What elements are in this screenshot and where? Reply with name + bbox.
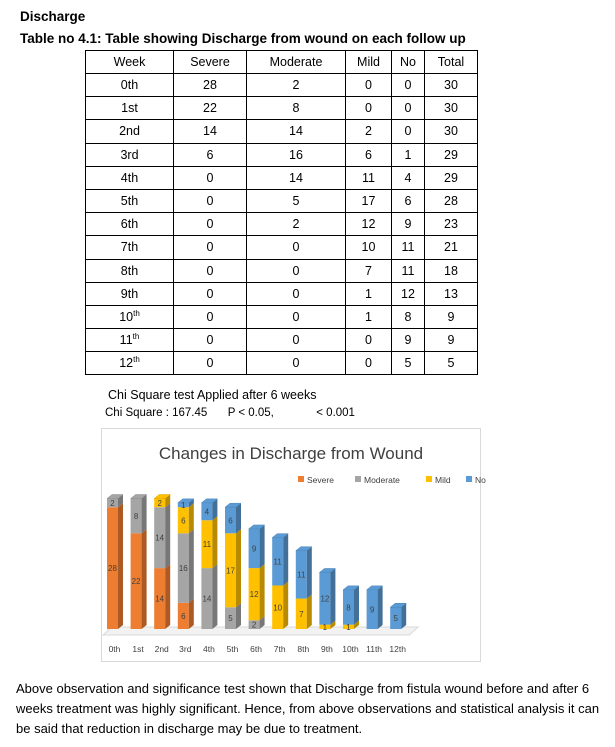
chart-title: Changes in Discharge from Wound xyxy=(158,444,424,463)
table-row xyxy=(86,259,478,282)
cell-mild: 6 xyxy=(346,143,392,166)
bar-side-moderate-5th xyxy=(236,603,241,629)
data-label-no-4th: 4 xyxy=(204,507,210,517)
cell-week xyxy=(86,282,174,305)
header-total: Total xyxy=(425,51,478,74)
cell-moderate: 14 xyxy=(247,166,346,189)
week-label: 11 xyxy=(119,333,133,348)
conclusion-paragraph: Above observation and significance test shown that Discharge from fistula wound before and after 6 weeks treatment was highly significant. Hence, from above observations and statistical analysis it can be said that reduction in discharge may be due to treatment. xyxy=(16,681,600,736)
bar-side-mild-6th xyxy=(260,564,265,620)
cell-severe: 0 xyxy=(174,352,247,375)
data-label-mild-4th: 11 xyxy=(202,540,212,550)
data-label-severe-3rd: 6 xyxy=(181,611,186,621)
week-label: 0th xyxy=(120,78,139,93)
table-row xyxy=(86,282,478,305)
cell-no: 0 xyxy=(392,74,425,97)
week-label: 10 xyxy=(119,309,134,324)
cell-no: 0 xyxy=(392,97,425,120)
data-label-moderate-3rd: 16 xyxy=(178,564,188,574)
legend-swatch-moderate xyxy=(355,476,361,482)
cell-mild: 1 xyxy=(346,282,392,305)
data-label-no-8th: 11 xyxy=(297,570,306,580)
data-label-no-12th: 5 xyxy=(393,614,398,624)
data-label-no-3rd: 1 xyxy=(181,501,186,511)
data-label-moderate-4th: 14 xyxy=(202,594,212,604)
bar-side-no-5th xyxy=(236,503,241,533)
category-label-10th: 10th xyxy=(342,644,359,654)
data-label-mild-9th: 1 xyxy=(322,622,328,632)
cell-no: 8 xyxy=(392,305,425,328)
cell-severe: 0 xyxy=(174,213,247,236)
data-label-moderate-5th: 5 xyxy=(228,614,233,624)
cell-total: 30 xyxy=(425,74,478,97)
discharge-table xyxy=(85,50,478,375)
p-value-2: < 0.001 xyxy=(316,407,355,419)
data-label-mild-10th: 1 xyxy=(346,622,351,632)
bar-side-no-11th xyxy=(378,586,383,629)
cell-week xyxy=(86,352,174,375)
bar-side-mild-3rd xyxy=(189,503,194,533)
data-label-moderate-6th: 2 xyxy=(251,620,257,630)
cell-moderate: 8 xyxy=(247,97,346,120)
category-label-2nd: 2nd xyxy=(154,644,169,654)
bar-side-severe-1st xyxy=(142,529,147,629)
category-label-1st: 1st xyxy=(132,644,144,654)
cell-total: 29 xyxy=(425,143,478,166)
cell-no: 6 xyxy=(392,189,425,212)
week-label: 7th xyxy=(120,240,139,255)
cell-moderate: 5 xyxy=(247,189,346,212)
table-row xyxy=(86,236,478,259)
week-suffix: th xyxy=(132,332,140,341)
cell-severe: 14 xyxy=(174,120,247,143)
chi-square-note: Chi Square test Applied after 6 weeks xyxy=(108,388,317,402)
category-label-11th: 11th xyxy=(366,644,383,654)
cell-total: 13 xyxy=(425,282,478,305)
bar-side-mild-7th xyxy=(283,582,288,630)
legend-swatch-mild xyxy=(426,476,432,482)
data-label-severe-1st: 22 xyxy=(131,577,141,587)
cell-moderate: 0 xyxy=(247,329,346,352)
cell-moderate: 0 xyxy=(247,305,346,328)
cell-week xyxy=(86,305,174,328)
week-label: 6th xyxy=(120,217,139,232)
table-row xyxy=(86,189,478,212)
data-label-mild-6th: 12 xyxy=(249,590,259,600)
bar-side-no-9th xyxy=(330,568,335,624)
table-row xyxy=(86,166,478,189)
table-row xyxy=(86,329,478,352)
cell-total: 5 xyxy=(425,352,478,375)
cell-severe: 0 xyxy=(174,236,247,259)
table-header-row xyxy=(86,51,478,74)
week-label: 9th xyxy=(120,286,139,301)
cell-total: 30 xyxy=(425,120,478,143)
cell-week xyxy=(86,74,174,97)
cell-mild: 10 xyxy=(346,236,392,259)
legend-swatch-no xyxy=(466,476,472,482)
legend-label-moderate: Moderate xyxy=(364,475,400,485)
cell-severe: 0 xyxy=(174,329,247,352)
cell-severe: 0 xyxy=(174,166,247,189)
table-row xyxy=(86,74,478,97)
data-label-no-7th: 11 xyxy=(273,557,282,567)
cell-no: 1 xyxy=(392,143,425,166)
cell-mild: 7 xyxy=(346,259,392,282)
cell-week xyxy=(86,143,174,166)
legend-label-mild: Mild xyxy=(435,475,451,485)
cell-no: 5 xyxy=(392,352,425,375)
category-label-8th: 8th xyxy=(297,644,310,654)
cell-no: 9 xyxy=(392,329,425,352)
data-label-severe-0th: 28 xyxy=(108,564,117,574)
category-label-5th: 5th xyxy=(226,644,239,654)
week-label: 3rd xyxy=(120,147,139,162)
header-week: Week xyxy=(86,51,174,74)
cell-mild: 0 xyxy=(346,329,392,352)
cell-mild: 17 xyxy=(346,189,392,212)
cell-severe: 0 xyxy=(174,189,247,212)
cell-total: 9 xyxy=(425,329,478,352)
cell-mild: 0 xyxy=(346,97,392,120)
chart-svg xyxy=(102,429,486,661)
bar-side-mild-8th xyxy=(307,595,312,629)
cell-no: 9 xyxy=(392,213,425,236)
data-label-severe-2nd: 14 xyxy=(155,594,165,604)
chi-square-result xyxy=(105,407,355,419)
cell-moderate: 0 xyxy=(247,236,346,259)
cell-moderate: 14 xyxy=(247,120,346,143)
cell-week xyxy=(86,166,174,189)
data-label-mild-3rd: 6 xyxy=(181,516,186,526)
header-moderate: Moderate xyxy=(247,51,346,74)
cell-mild: 12 xyxy=(346,213,392,236)
week-label: 12 xyxy=(119,356,134,371)
table-row xyxy=(86,143,478,166)
cell-no: 12 xyxy=(392,282,425,305)
bar-side-no-8th xyxy=(307,547,312,599)
cell-mild: 2 xyxy=(346,120,392,143)
category-label-6th: 6th xyxy=(250,644,263,654)
chi-square-value: Chi Square : 167.45 xyxy=(105,407,208,419)
category-label-9th: 9th xyxy=(320,644,333,654)
header-mild: Mild xyxy=(346,51,392,74)
cell-moderate: 2 xyxy=(247,74,346,97)
bar-side-mild-4th xyxy=(212,516,217,568)
cell-mild: 1 xyxy=(346,305,392,328)
cell-week xyxy=(86,329,174,352)
cell-week xyxy=(86,213,174,236)
table-caption: Table no 4.1: Table showing Discharge from wound on each follow up xyxy=(20,31,466,46)
table-row xyxy=(86,213,478,236)
bar-side-severe-0th xyxy=(118,503,123,629)
week-suffix: th xyxy=(133,308,140,318)
bar-side-severe-3rd xyxy=(189,599,194,629)
cell-week xyxy=(86,189,174,212)
bar-side-mild-5th xyxy=(236,529,241,607)
cell-no: 11 xyxy=(392,259,425,282)
legend-swatch-severe xyxy=(298,476,304,482)
cell-total: 21 xyxy=(425,236,478,259)
data-label-moderate-0th: 2 xyxy=(110,498,115,508)
cell-no: 0 xyxy=(392,120,425,143)
cell-total: 18 xyxy=(425,259,478,282)
bar-side-no-6th xyxy=(260,525,265,568)
data-label-mild-8th: 7 xyxy=(299,609,304,619)
p-value-1: P < 0.05, xyxy=(227,407,274,419)
bar-side-no-10th xyxy=(354,586,359,625)
cell-total: 28 xyxy=(425,189,478,212)
bar-side-moderate-4th xyxy=(212,564,217,629)
week-label: 8th xyxy=(120,263,139,278)
cell-severe: 22 xyxy=(174,97,247,120)
cell-mild: 0 xyxy=(346,74,392,97)
bar-side-moderate-2nd xyxy=(165,503,170,568)
category-label-0th: 0th xyxy=(108,644,121,654)
cell-severe: 0 xyxy=(174,305,247,328)
cell-total: 29 xyxy=(425,166,478,189)
data-label-no-9th: 12 xyxy=(320,594,330,604)
data-label-no-11th: 9 xyxy=(369,605,375,615)
legend-label-severe: Severe xyxy=(307,475,334,485)
table-row xyxy=(86,352,478,375)
week-label: 4th xyxy=(120,170,139,185)
data-label-no-6th: 9 xyxy=(251,544,257,554)
cell-no: 11 xyxy=(392,236,425,259)
data-label-moderate-1st: 8 xyxy=(133,511,139,521)
cell-total: 23 xyxy=(425,213,478,236)
header-severe: Severe xyxy=(174,51,247,74)
cell-severe: 0 xyxy=(174,282,247,305)
cell-week xyxy=(86,97,174,120)
cell-week xyxy=(86,236,174,259)
data-label-mild-5th: 17 xyxy=(226,566,235,576)
bar-side-severe-2nd xyxy=(165,564,170,629)
category-label-3rd: 3rd xyxy=(179,644,192,654)
bar-side-moderate-3rd xyxy=(189,529,194,603)
bar-side-no-7th xyxy=(283,534,288,586)
category-label-4th: 4th xyxy=(202,644,215,654)
data-label-mild-7th: 10 xyxy=(273,603,283,613)
cell-no: 4 xyxy=(392,166,425,189)
week-suffix: th xyxy=(133,355,140,365)
category-label-7th: 7th xyxy=(273,644,286,654)
header-no: No xyxy=(392,51,425,74)
cell-mild: 11 xyxy=(346,166,392,189)
cell-total: 9 xyxy=(425,305,478,328)
week-label: 5th xyxy=(120,194,139,209)
data-label-no-10th: 8 xyxy=(346,603,351,613)
data-label-no-5th: 6 xyxy=(228,516,233,526)
table-row xyxy=(86,305,478,328)
data-label-mild-2nd: 2 xyxy=(157,498,162,508)
cell-mild: 0 xyxy=(346,352,392,375)
category-label-12th: 12th xyxy=(389,644,406,654)
section-heading: Discharge xyxy=(20,9,86,24)
cell-severe: 6 xyxy=(174,143,247,166)
legend-label-no: No xyxy=(475,475,486,485)
cell-week xyxy=(86,120,174,143)
data-label-moderate-2nd: 14 xyxy=(155,533,165,543)
cell-moderate: 0 xyxy=(247,282,346,305)
discharge-chart xyxy=(101,428,486,662)
cell-week xyxy=(86,259,174,282)
week-label: 1st xyxy=(121,101,138,116)
cell-severe: 28 xyxy=(174,74,247,97)
table-row xyxy=(86,120,478,143)
cell-total: 30 xyxy=(425,97,478,120)
table-row xyxy=(86,97,478,120)
bar-side-moderate-1st xyxy=(142,495,147,534)
cell-moderate: 2 xyxy=(247,213,346,236)
week-label: 2nd xyxy=(119,124,140,139)
cell-moderate: 0 xyxy=(247,352,346,375)
cell-moderate: 0 xyxy=(247,259,346,282)
bar-side-no-12th xyxy=(401,603,406,629)
cell-moderate: 16 xyxy=(247,143,346,166)
cell-severe: 0 xyxy=(174,259,247,282)
